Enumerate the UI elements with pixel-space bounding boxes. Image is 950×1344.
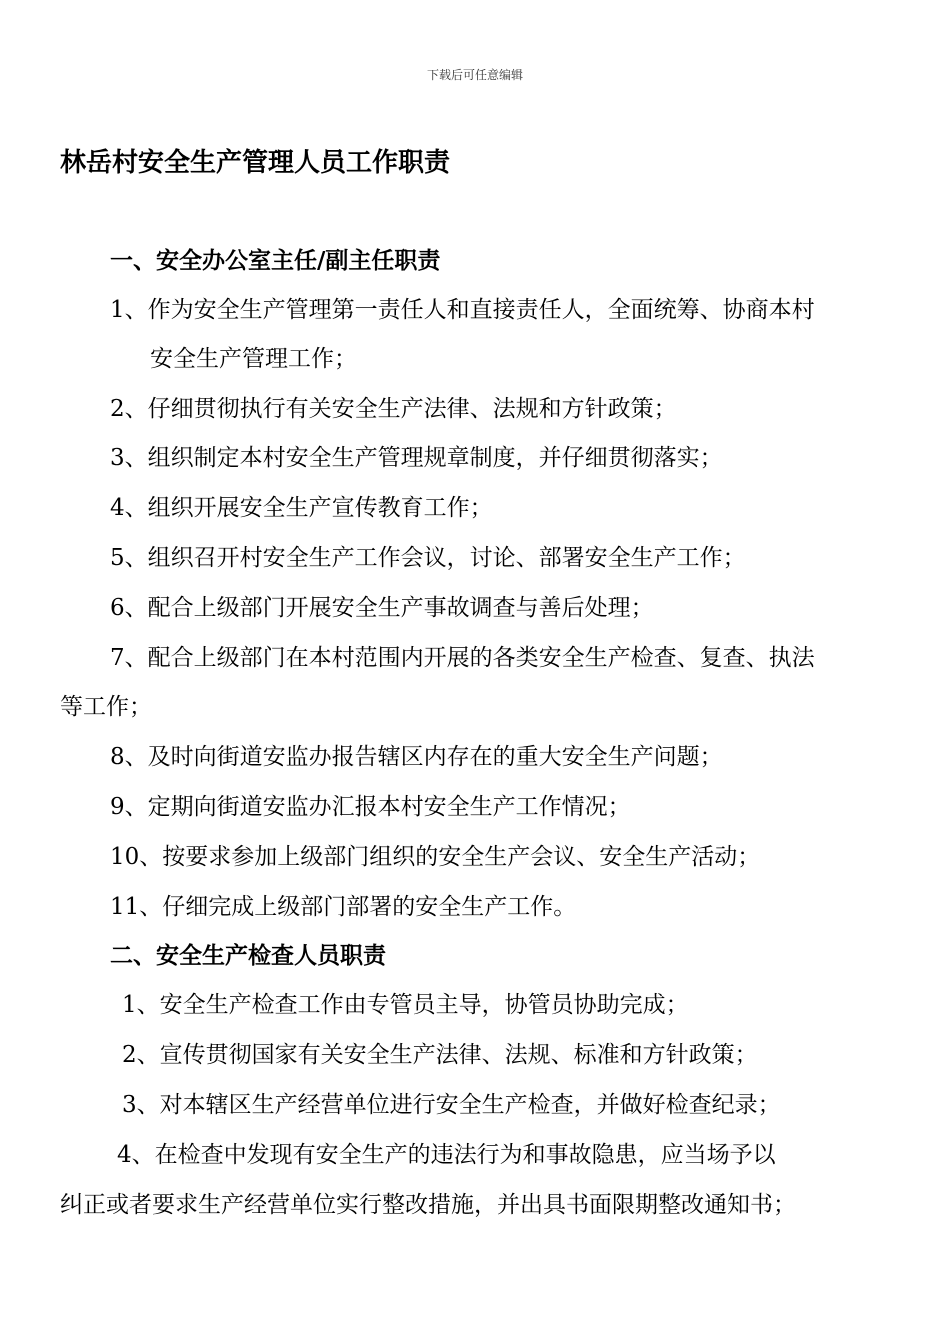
list-item: 10、按要求参加上级部门组织的安全生产会议、安全生产活动；: [110, 844, 761, 870]
list-item: 5、组织召开村安全生产工作会议，讨论、部署安全生产工作；: [110, 545, 746, 571]
list-item: 1、安全生产检查工作由专管员主导，协管员协助完成；: [122, 992, 689, 1018]
list-item: 11、仔细完成上级部门部署的安全生产工作。: [110, 894, 577, 920]
list-item: 9、定期向街道安监办汇报本村安全生产工作情况；: [110, 794, 631, 820]
section-heading: 二、安全生产检查人员职责: [110, 943, 386, 969]
list-item: 6、配合上级部门开展安全生产事故调查与善后处理；: [110, 595, 654, 621]
list-item: 2、宣传贯彻国家有关安全生产法律、法规、标准和方针政策；: [122, 1042, 758, 1068]
section-heading: 一、安全办公室主任/副主任职责: [110, 248, 441, 274]
header-note: 下载后可任意编辑: [426, 68, 523, 82]
list-item: 4、组织开展安全生产宣传教育工作；: [110, 495, 493, 521]
list-item: 4、在检查中发现有安全生产的违法行为和事故隐患，应当场予以: [117, 1142, 776, 1168]
list-item: 8、及时向街道安监办报告辖区内存在的重大安全生产问题；: [110, 744, 723, 770]
list-item-continuation: 安全生产管理工作；: [150, 346, 357, 372]
list-item: 7、配合上级部门在本村范围内开展的各类安全生产检查、复查、执法: [110, 645, 815, 671]
list-item-continuation: 纠正或者要求生产经营单位实行整改措施，并出具书面限期整改通知书；: [60, 1192, 796, 1218]
list-item: 2、仔细贯彻执行有关安全生产法律、法规和方针政策；: [110, 396, 677, 422]
list-item-continuation: 等工作；: [60, 694, 152, 720]
document-title: 林岳村安全生产管理人员工作职责: [60, 148, 451, 178]
list-item: 3、对本辖区生产经营单位进行安全生产检查，并做好检查纪录；: [122, 1092, 781, 1118]
list-item: 3、组织制定本村安全生产管理规章制度，并仔细贯彻落实；: [110, 445, 723, 471]
list-item: 1、作为安全生产管理第一责任人和直接责任人，全面统筹、协商本村: [110, 297, 815, 323]
